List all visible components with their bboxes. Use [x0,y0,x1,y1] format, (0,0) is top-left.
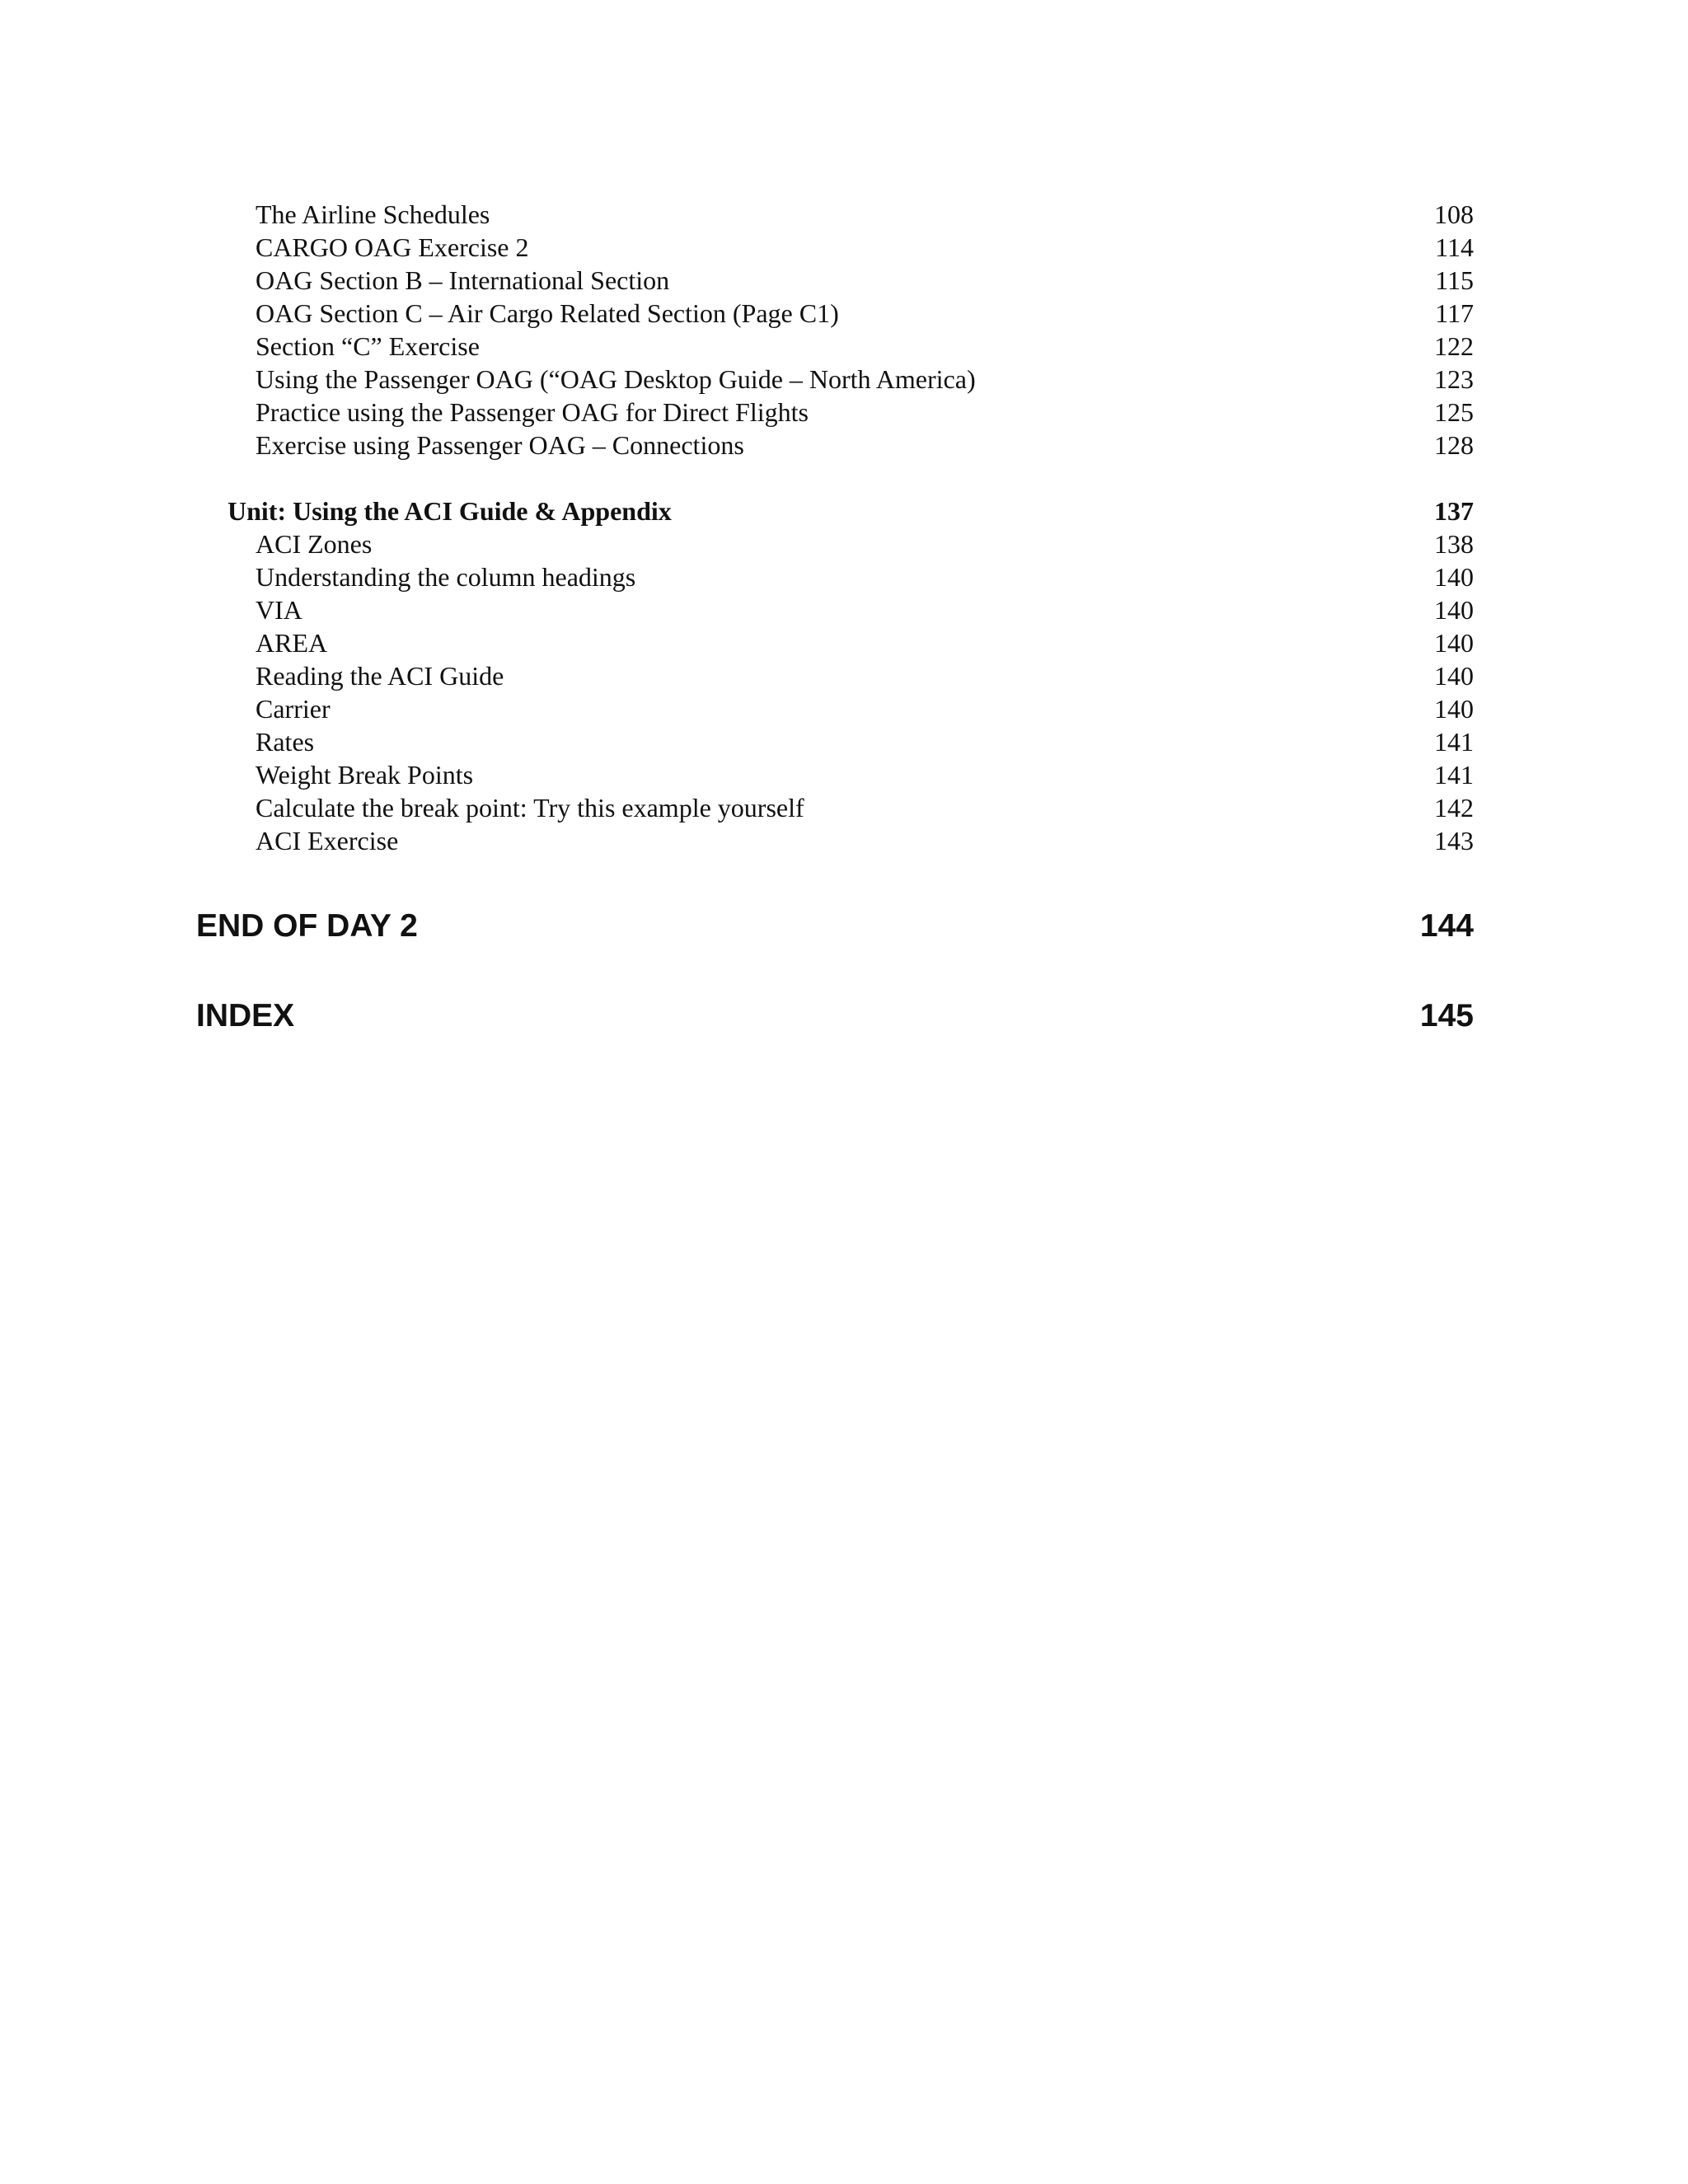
toc-entry[interactable] [0,758,1688,791]
toc-entry-page: 140 [1434,661,1474,691]
toc-entry[interactable] [0,692,1688,725]
toc-entry[interactable] [0,725,1688,758]
toc-entry-title: Exercise using Passenger OAG – Connections [256,430,744,460]
toc-major-title: INDEX [196,998,295,1033]
toc-entry-page: 123 [1434,364,1474,394]
toc-entry[interactable] [0,363,1688,396]
toc-entry-page: 141 [1434,760,1474,790]
toc-entry[interactable] [0,264,1688,297]
toc-entry-page: 138 [1434,529,1474,559]
toc-entry[interactable] [0,527,1688,560]
toc-entry-page: 140 [1434,595,1474,625]
toc-entry-title: Section “C” Exercise [256,331,480,361]
toc-entry[interactable] [0,396,1688,429]
toc-entry-title: Carrier [256,694,331,724]
toc-entry-page: 125 [1434,397,1474,427]
toc-major-title: END OF DAY 2 [196,908,418,944]
toc-unit-heading[interactable] [0,494,1688,527]
toc-entry-title: VIA [256,595,302,625]
toc-entry-title: ACI Zones [256,529,373,559]
toc-entry-title: CARGO OAG Exercise 2 [256,232,529,262]
toc-entry-title: AREA [256,628,328,658]
toc-entry-title: The Airline Schedules [256,199,490,229]
toc-entry[interactable] [0,231,1688,264]
toc-entry-page: 117 [1435,298,1474,328]
toc-entry-page: 140 [1434,562,1474,592]
toc-entry[interactable] [0,659,1688,692]
toc-entry[interactable] [0,560,1688,593]
toc-entry-title: OAG Section C – Air Cargo Related Section (Page C1) [256,298,839,328]
toc-entry-page: 141 [1434,727,1474,757]
toc-entry-page: 114 [1435,232,1474,262]
toc-entry-title: Reading the ACI Guide [256,661,504,691]
toc-entry[interactable] [0,824,1688,857]
toc-entry[interactable] [0,626,1688,659]
toc-entry-page: 143 [1434,826,1474,855]
toc-entry-page: 115 [1435,265,1474,295]
toc-major-index[interactable] [0,996,1688,1036]
toc-entry-title: Calculate the break point: Try this example yourself [256,793,804,823]
toc-entry[interactable] [0,429,1688,462]
toc-entry[interactable] [0,791,1688,824]
toc-entry-page: 122 [1434,331,1474,361]
toc-major-end-of-day[interactable] [0,907,1688,946]
toc-entry[interactable] [0,330,1688,363]
toc-entry-page: 128 [1434,430,1474,460]
toc-entry[interactable] [0,593,1688,626]
toc-entry-page: 140 [1434,694,1474,724]
toc-entry-title: Understanding the column headings [256,562,636,592]
toc-entry-title: Practice using the Passenger OAG for Direct Flights [256,397,809,427]
toc-entry-page: 142 [1434,793,1474,823]
toc-entry-title: Using the Passenger OAG (“OAG Desktop Guide – North America) [256,364,976,394]
toc-entry-title: OAG Section B – International Section [256,265,670,295]
toc-entry[interactable] [0,198,1688,231]
toc-entry[interactable] [0,297,1688,330]
toc-unit-page: 137 [1434,496,1474,526]
toc-unit-title: Unit: Using the ACI Guide & Appendix [227,496,672,526]
toc-entry-title: Weight Break Points [256,760,474,790]
toc-entry-page: 140 [1434,628,1474,658]
toc-major-page: 144 [1419,908,1474,944]
toc-entry-title: Rates [256,727,315,757]
toc-major-page: 145 [1419,998,1474,1033]
toc-entry-page: 108 [1434,199,1474,229]
toc-entry-title: ACI Exercise [256,826,399,855]
